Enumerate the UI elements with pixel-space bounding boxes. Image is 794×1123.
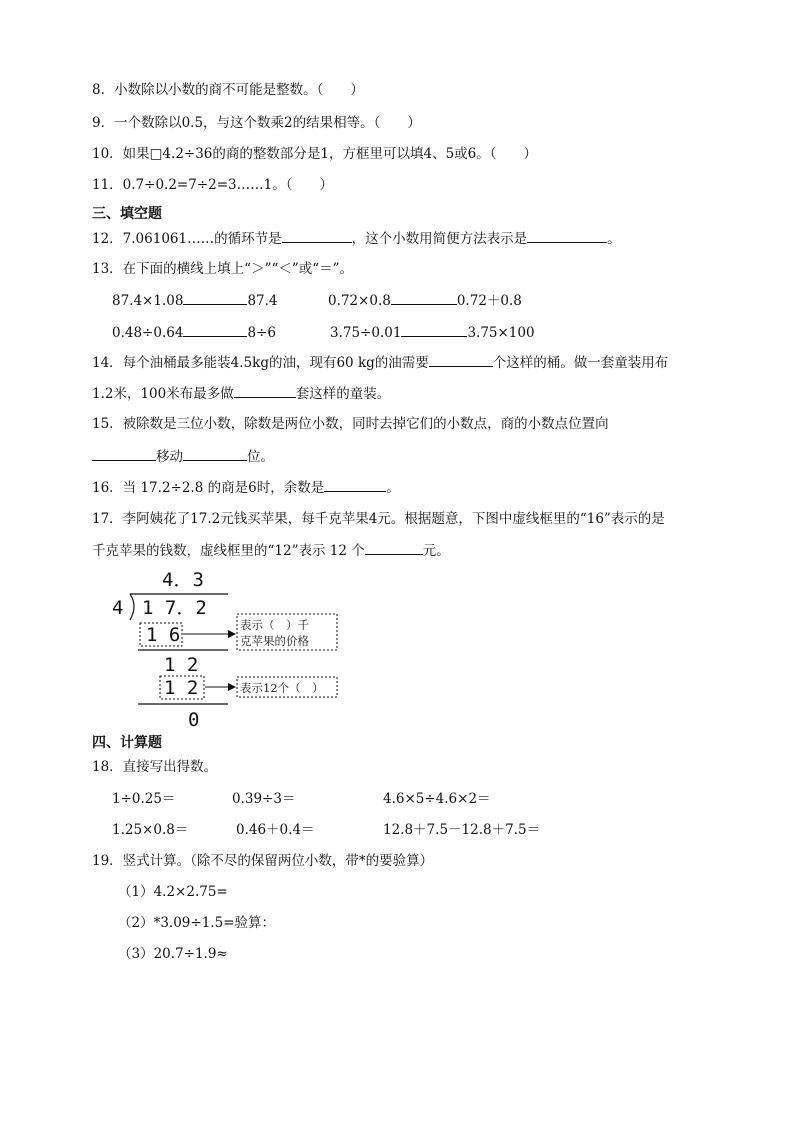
division-final: 0	[188, 709, 200, 731]
question-17-line-2	[92, 540, 450, 561]
question-14-line-1	[92, 352, 668, 373]
division-remainder-1: 1 2	[164, 654, 199, 676]
compare-3-right: 8÷6	[247, 325, 276, 341]
q15-text-b: 移动	[156, 449, 183, 465]
question-13: 13．在下面的横线上填上“＞”“＜”或“＝”。	[92, 261, 354, 277]
compare-4-blank[interactable]	[401, 322, 467, 337]
division-quotient: 4．3	[162, 569, 204, 591]
question-15-line-1: 15．被除数是三位小数，除数是两位小数，同时去掉它们的小数点，商的小数点位置向	[92, 416, 609, 432]
calc-item-6: 12.8＋7.5－12.8＋7.5＝	[383, 822, 541, 838]
question-15-line-2	[92, 446, 274, 467]
compare-3-blank[interactable]	[183, 322, 247, 337]
compare-2	[328, 290, 522, 311]
question-10: 10．如果□4.2÷36的商的整数部分是1，方框里可以填4、5或6。（ ）	[92, 146, 537, 162]
calc-item-3: 4.6×5÷4.6×2＝	[383, 791, 491, 807]
compare-1-left: 87.4×1.08	[112, 293, 184, 309]
q14-text-d: 套这样的童装。	[295, 386, 391, 402]
section-title-fill: 三、填空题	[92, 206, 162, 222]
compare-1-blank[interactable]	[183, 290, 247, 305]
q16-text-b: 。	[386, 480, 400, 496]
calc-item-1: 1÷0.25＝	[112, 791, 176, 807]
compare-2-right: 0.72＋0.8	[456, 293, 522, 309]
calc-item-4: 1.25×0.8＝	[112, 822, 189, 838]
q12-text-c: 。	[607, 231, 621, 247]
question-18: 18．直接写出得数。	[92, 759, 218, 775]
question-14-line-2	[92, 383, 390, 404]
q12-blank-1[interactable]	[282, 228, 352, 243]
q15-blank-1[interactable]	[92, 446, 156, 461]
vertical-calc-2: （2）*3.09÷1.5=验算：	[118, 915, 275, 931]
compare-3-left: 0.48÷0.64	[112, 325, 184, 341]
q12-text-b: ，这个小数用简便方法表示是	[351, 231, 528, 247]
division-dividend: 1 7．2	[142, 597, 207, 619]
label-box-1-line-2: 克苹果的价格	[240, 634, 309, 648]
q17-blank[interactable]	[365, 540, 423, 555]
q14-text-b: 个这样的桶。做一套童装用布	[492, 355, 669, 371]
long-division-figure	[110, 566, 350, 736]
q15-blank-2[interactable]	[183, 446, 247, 461]
q12-blank-2[interactable]	[527, 228, 607, 243]
question-9: 9．一个数除以0.5，与这个数乘2的结果相等。（ ）	[92, 115, 421, 131]
section-title-calc: 四、计算题	[92, 735, 162, 751]
division-step-1: 1 6	[146, 624, 181, 646]
q14-text-a: 14．每个油桶最多能装4.5kg的油，现有60 kg的油需要	[92, 355, 429, 371]
q17-text-c: 元。	[422, 543, 450, 559]
arrow-1-head	[228, 630, 236, 638]
label-box-1-line-1: 表示（ ）千	[240, 618, 309, 632]
question-12	[92, 228, 621, 249]
calc-item-5: 0.46＋0.4＝	[236, 822, 315, 838]
division-step-2: 1 2	[164, 677, 199, 699]
label-box-2-text: 表示12个（ ）	[240, 681, 324, 695]
vertical-calc-3: （3）20.7÷1.9≈	[118, 946, 228, 962]
q12-text-a: 12．7.061061……的循环节是	[92, 231, 282, 247]
compare-2-blank[interactable]	[391, 290, 457, 305]
q14-blank-2[interactable]	[234, 383, 296, 398]
question-16	[92, 477, 400, 498]
arrow-2-head	[228, 683, 236, 691]
division-divisor: 4	[112, 597, 124, 619]
compare-4	[330, 322, 535, 343]
compare-4-left: 3.75÷0.01	[330, 325, 402, 341]
vertical-calc-1: （1）4.2×2.75=	[118, 884, 228, 900]
compare-2-left: 0.72×0.8	[328, 293, 391, 309]
q16-text-a: 16．当 17.2÷2.8 的商是6时，余数是	[92, 480, 325, 496]
question-8: 8．小数除以小数的商不可能是整数。（ ）	[92, 82, 364, 98]
compare-1-right: 87.4	[247, 293, 278, 309]
compare-4-right: 3.75×100	[467, 325, 535, 341]
question-17-line-1: 17．李阿姨花了17.2元钱买苹果，每千克苹果4元。根据题意，下图中虚线框里的“16”表示的是	[92, 511, 665, 527]
calc-item-2: 0.39÷3＝	[232, 791, 296, 807]
q15-text-c: 位。	[247, 449, 274, 465]
question-11: 11．0.7÷0.2=7÷2=3……1。（ ）	[92, 177, 333, 193]
q14-text-c: 1.2米，100米布最多做	[92, 386, 234, 402]
question-19: 19．竖式计算。（除不尽的保留两位小数，带*的要验算）	[92, 853, 434, 869]
compare-3	[112, 322, 276, 343]
compare-1	[112, 290, 278, 311]
q16-blank[interactable]	[324, 477, 386, 492]
q17-text-b: 千克苹果的钱数，虚线框里的“12”表示 12 个	[92, 543, 365, 559]
q14-blank-1[interactable]	[429, 352, 493, 367]
division-bracket	[130, 594, 134, 620]
